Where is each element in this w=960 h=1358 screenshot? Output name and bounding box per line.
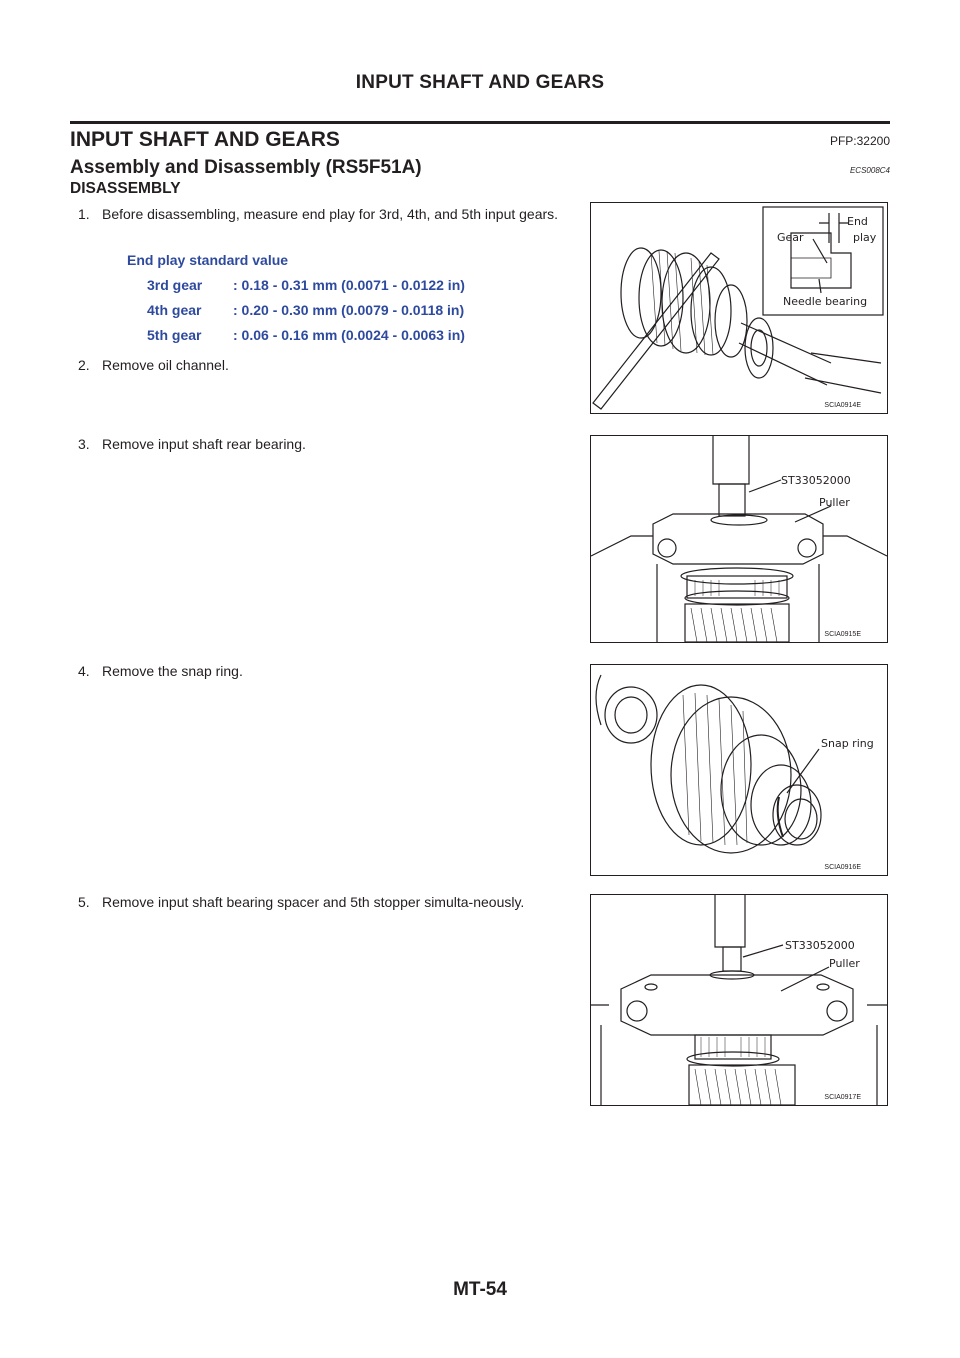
disassembly-heading: DISASSEMBLY [70, 180, 181, 197]
figure-id: SCIA0917E [824, 1094, 861, 1101]
figure-end-play [590, 202, 888, 414]
spec-gear: 3rd gear [147, 277, 203, 293]
page-header-title: INPUT SHAFT AND GEARS [355, 72, 605, 93]
label-puller: Puller [829, 957, 860, 970]
press-puller-illustration [591, 436, 887, 642]
label-gear: Gear [777, 231, 804, 244]
step-text: Remove oil channel. [102, 357, 229, 373]
figure-rear-bearing [590, 435, 888, 643]
figure-spacer-stopper [590, 894, 888, 1106]
step-4 [78, 662, 578, 680]
step-text: Remove the snap ring. [102, 663, 243, 679]
step-number: 3. [78, 436, 90, 452]
spec-title: End play standard value [127, 252, 289, 268]
step-text: Remove input shaft bearing spacer and 5th stopper simulta-neously. [102, 894, 525, 910]
label-snap-ring: Snap ring [821, 737, 874, 750]
step-5 [78, 893, 578, 911]
step-number: 5. [78, 894, 90, 910]
section-title: INPUT SHAFT AND GEARS [70, 128, 340, 151]
spec-value: : 0.20 - 0.30 mm (0.0079 - 0.0118 in) [233, 302, 465, 318]
label-play: play [853, 231, 877, 244]
part-number: PFP:32200 [829, 134, 890, 148]
snap-ring-illustration [591, 665, 887, 875]
step-text: Before disassembling, measure end play for 3rd, 4th, and 5th input gears. [102, 206, 559, 222]
spec-gear: 4th gear [147, 302, 202, 318]
press-puller-illustration-2 [591, 895, 887, 1105]
figure-id: SCIA0916E [824, 864, 861, 871]
step-1 [78, 205, 578, 223]
figure-snap-ring [590, 664, 888, 876]
header-rule [70, 121, 890, 124]
label-needle-bearing: Needle bearing [783, 295, 868, 308]
figure-id: SCIA0914E [824, 402, 861, 409]
label-puller: Puller [819, 496, 850, 509]
step-text: Remove input shaft rear bearing. [102, 436, 306, 452]
subsection-title: Assembly and Disassembly (RS5F51A) [70, 157, 422, 178]
step-3 [78, 435, 578, 453]
gear-shaft-illustration [591, 203, 887, 413]
spec-value: : 0.06 - 0.16 mm (0.0024 - 0.0063 in) [233, 327, 465, 343]
page-number: MT-54 [453, 1279, 507, 1300]
section-code: ECS008C4 [849, 166, 890, 175]
label-tool-number: ST33052000 [785, 939, 855, 952]
label-tool-number: ST33052000 [781, 474, 851, 487]
step-number: 4. [78, 663, 90, 679]
step-number: 1. [78, 206, 90, 222]
spec-value: : 0.18 - 0.31 mm (0.0071 - 0.0122 in) [233, 277, 465, 293]
step-number: 2. [78, 357, 90, 373]
label-end: End [847, 215, 868, 228]
figure-id: SCIA0915E [824, 631, 861, 638]
spec-gear: 5th gear [147, 327, 202, 343]
step-2 [78, 356, 578, 374]
